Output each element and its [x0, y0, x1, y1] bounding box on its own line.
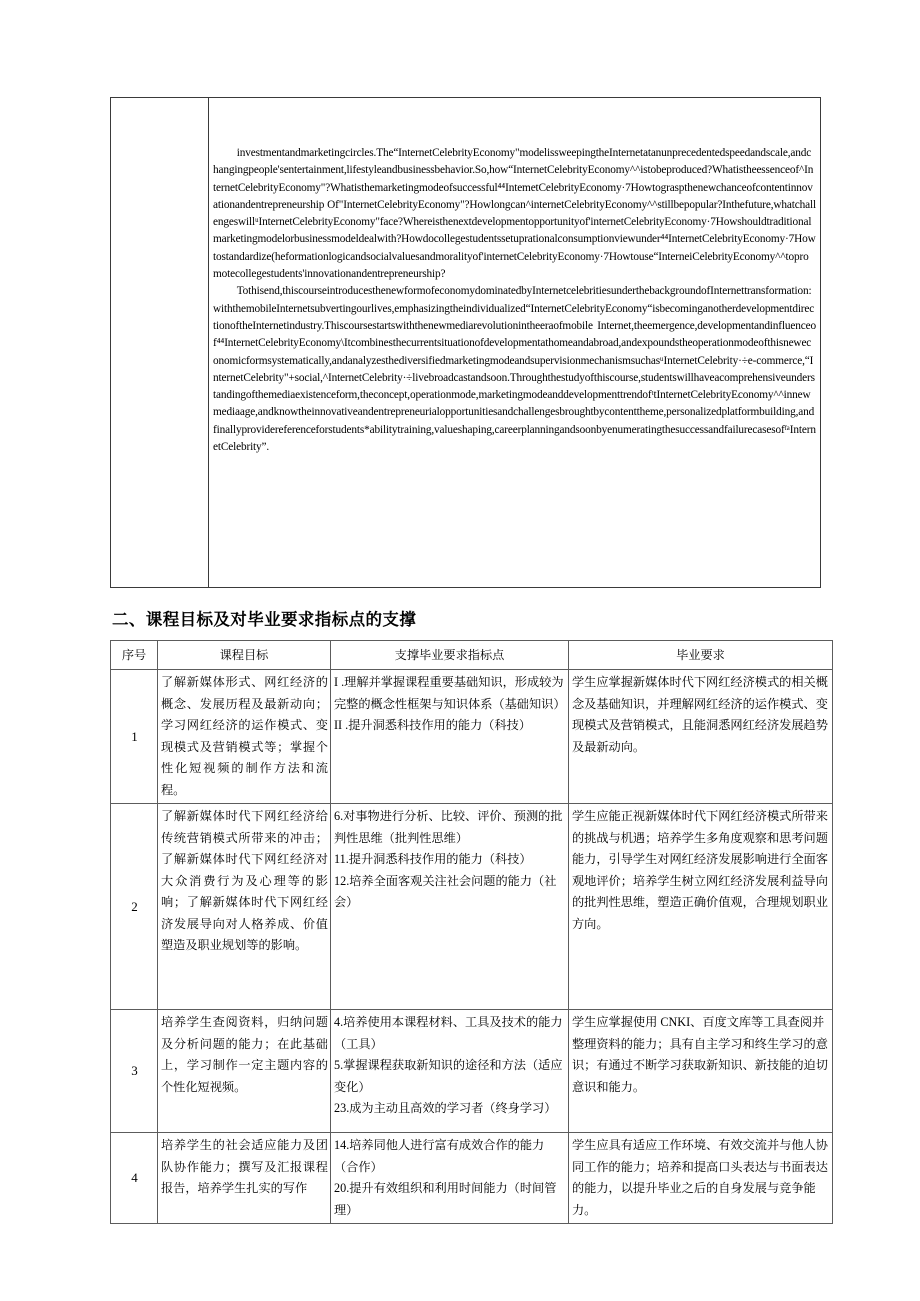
table-row — [111, 670, 833, 804]
column-header-goal: 课程目标 — [158, 641, 331, 670]
indicator-point: II .提升洞悉科技作用的能力（科技） — [334, 718, 532, 732]
course-objectives-matrix — [110, 640, 833, 1224]
abstract-body — [213, 101, 816, 456]
indicator-point: 6.对事物进行分析、比较、评价、预测的批判性思维（批判性思维） — [334, 809, 563, 845]
abstract-body-cell — [209, 98, 821, 588]
graduation-requirement: 学生应掌握使用 CNKI、百度文库等工具查阅并整理资料的能力；具有自主学习和终生学习的意识；有通过不断学习获取新知识、新技能的迫切意识和能力。 — [569, 1010, 833, 1133]
column-header-no: 序号 — [111, 641, 158, 670]
abstract-label-cell — [111, 98, 209, 588]
indicator-point: 12.培养全面客观关注社会问题的能力（社会） — [334, 873, 557, 909]
indicator-point: I .理解并掌握课程重要基础知识，形成较为完整的概念性框架与知识体系（基础知识） — [334, 675, 566, 711]
row-number: 4 — [111, 1133, 158, 1224]
indicator-point: 11.提升洞悉科技作用的能力（科技） — [334, 852, 532, 866]
indicator-points — [331, 804, 569, 1010]
indicator-point: 4.培养使用本课程材料、工具及技术的能力（工具） — [334, 1015, 563, 1051]
table-row — [111, 804, 833, 1010]
row-number: 3 — [111, 1010, 158, 1133]
table-row — [111, 1010, 833, 1133]
row-number: 2 — [111, 804, 158, 1010]
indicator-points — [331, 1010, 569, 1133]
course-goal: 培养学生查阅资料，归纳问题及分析问题的能力；在此基础上，学习制作一定主题内容的个性化短视频。 — [158, 1010, 331, 1133]
course-goal: 培养学生的社会适应能力及团队协作能力；撰写及汇报课程报告，培养学生扎实的写作 — [158, 1133, 331, 1224]
course-description-table — [110, 97, 821, 588]
row-number: 1 — [111, 670, 158, 804]
indicator-points — [331, 670, 569, 804]
abstract-paragraph-2: Tothisend,thiscourseintroducesthenewformofeconomydominatedbyInternetcelebritiesunderthebackgroundofInternettransformation:withthemobileInternetsubvertingourlives,emphasizingtheindividualized“InternetCelebrityEconomy“isbecominganotherdevelopmentdirectionoftheInternetindustry.Thiscoursestartswiththenewmediarevolutionintheeraofmobile Internet,theemergence,developmentandinfluenceof⁴⁴InternetCelebrityEconomy\Itcombinesthecurrentsituationofdevelopmentathomeandabroad,andexpoundstheoperationmodeofthisneweconomicformsystematically,andanalyzesthediversifiedmarketingmodeandsupervisionmechanismsuchasᵘInternetCelebrity·÷e-commerce,“InternetCelebrity"+social,^InternetCelebrity·÷livebroadcastandsoon.Throughthestudyofthiscourse,studentswillhaveacomprehensiveunderstandingofthemediaexistenceform,theconcept,operationmode,marketingmodeanddevelopmenttrendofᵗtInternetCelebrityEconomy^^innewmediaage,andknowtheinnovativeandentrepreneurialopportunitiesandchallengesbroughtbycontenttheme,personalizedplatformbuilding,andfinallyprovidereferenceforstudents*abilitytraining,valueshaping,careerplanningandsoonbyenumeratingthesuccessandfailurecasesofᶠᵃInternetCelebrity”. — [213, 285, 816, 454]
course-goal: 了解新媒体形式、网红经济的概念、发展历程及最新动向；学习网红经济的运作模式、变现模式及营销模式等；掌握个性化短视频的制作方法和流程。 — [158, 670, 331, 804]
abstract-paragraph-1: investmentandmarketingcircles.The“InternetCelebrityEconomy"modelissweepingtheInternetatanunprecedentedspeedandscale,andchangingpeople'sentertainment,lifestyleandbusinessbehavior.So,how“InternetCelebrityEconomy^^istobeproduced?Whatistheessenceof^InternetCelebrityEconomy"?Whatisthemarketingmodeofsuccessful⁴⁴IntemetCelebrityEconomy·7Howtograspthenewchanceofcontentinnovationandentrepreneurship Of"InternetCelebrityEconomy"?Howlongcan^internetCelebrityEconomy^^stillbepopular?Inthefuture,whatchallengeswillᵘInternetCelebrityEconomy"face?Whereisthenextdevelopmentopportunityof'internetCelebrityEconomy·7Howshouldtraditionalmarketingmodelorbusinessmodeldealwith?Howdocollegestudentssetuprationalconsumptionviewunder⁴⁴InternetCelebrityEconomy·7Howtostandardize(heformationlogicandsocialvaluesandmoralityof'internetCelebrityEconomy·7Howtouse“InterneiCelebrityEconomy^^topromotecollegestudents'innovationandentrepreneurship? — [213, 147, 816, 281]
section-heading: 二、课程目标及对毕业要求指标点的支撑 — [112, 610, 417, 629]
indicator-point: 5.掌握课程获取新知识的途径和方法（适应变化） — [334, 1058, 563, 1094]
matrix-header-row — [111, 641, 833, 670]
indicator-point: 14.培养同他人进行富有成效合作的能力（合作） — [334, 1138, 545, 1174]
graduation-requirement: 学生应掌握新媒体时代下网红经济模式的相关概念及基础知识，并理解网红经济的运作模式、变现模式及营销模式，且能洞悉网红经济发展趋势及最新动向。 — [569, 670, 833, 804]
graduation-requirement: 学生应能正视新媒体时代下网红经济模式所带来的挑战与机遇；培养学生多角度观察和思考问题能力，引导学生对网红经济发展影响进行全面客观地评价；培养学生树立网红经济发展利益导向的批判性思维，塑造正确价值观，合理规划职业方向。 — [569, 804, 833, 1010]
indicator-point: 20.提升有效组织和利用时间能力（时间管理） — [334, 1181, 557, 1217]
graduation-requirement: 学生应具有适应工作环境、有效交流并与他人协同工作的能力；培养和提高口头表达与书面表达的能力，以提升毕业之后的自身发展与竞争能力。 — [569, 1133, 833, 1224]
column-header-indicator: 支撑毕业要求指标点 — [331, 641, 569, 670]
indicator-point: 23.成为主动且高效的学习者（终身学习） — [334, 1101, 557, 1115]
table-row — [111, 1133, 833, 1224]
course-goal: 了解新媒体时代下网红经济给传统营销模式所带来的冲击；了解新媒体时代下网红经济对大众消费行为及心理等的影响；了解新媒体时代下网红经济发展导向对人格养成、价值塑造及职业规划等的影响。 — [158, 804, 331, 1010]
indicator-points — [331, 1133, 569, 1224]
column-header-requirement: 毕业要求 — [569, 641, 833, 670]
table-row — [111, 98, 821, 588]
